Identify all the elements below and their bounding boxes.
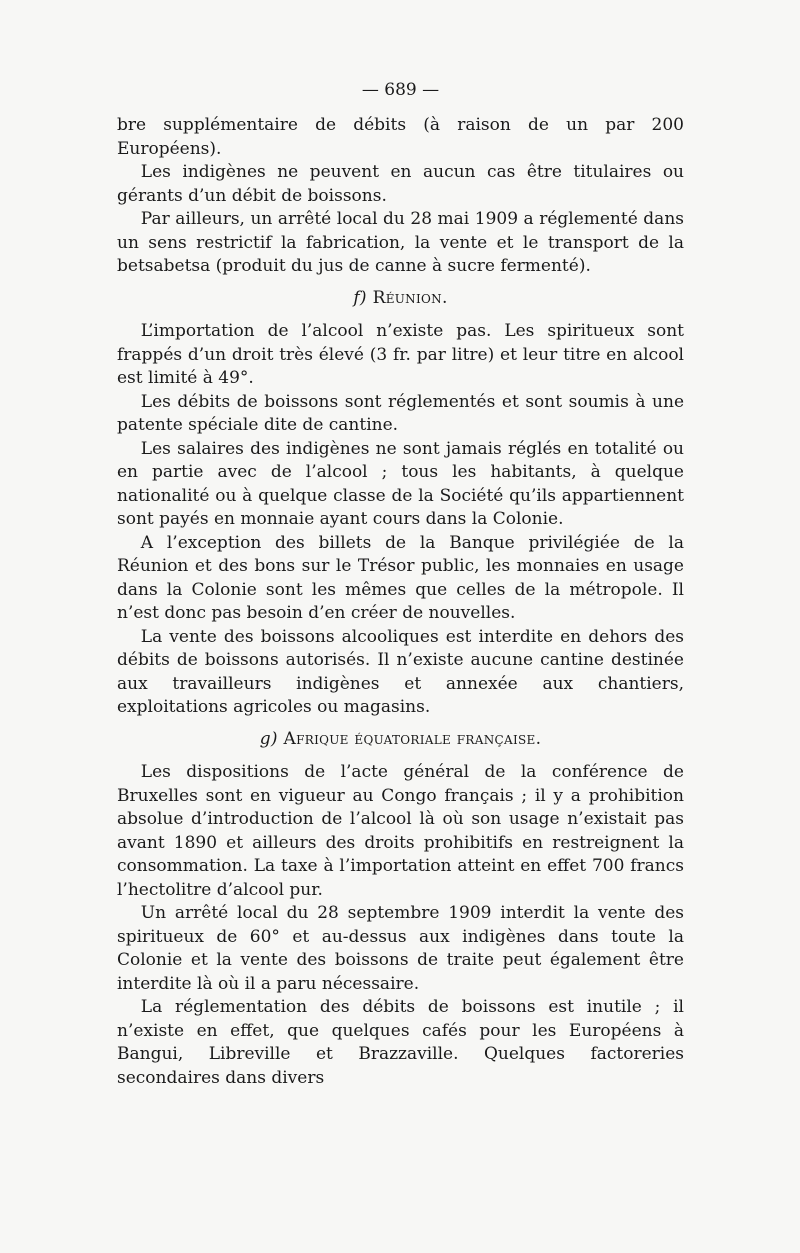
paragraph: Les indigènes ne peuvent en aucun cas être titulaires ou gérants d’un débit de boissons. xyxy=(117,162,684,206)
paragraph: Les salaires des indigènes ne sont jamais réglés en totalité ou en partie avec de l’alcool ; tous les habitants, à quelque nationalité ou à quelque classe de la Société qu’ils appartiennent sont payés en monnaie ayant cours dans la Colonie. xyxy=(117,438,684,529)
section-heading xyxy=(117,728,684,752)
section-letter: g) xyxy=(259,728,278,749)
paragraph: Les dispositions de l’acte général de la conférence de Bruxelles sont en vigueur au Congo français ; il y a prohibition absolue d’introduction de l’alcool là où son usage n’existait pas avant 1890 et ailleurs des droits prohibitifs en restreignent la consommation. La taxe à l’importation atteint en effet 700 francs l’hectolitre d’alcool pur. xyxy=(117,762,684,900)
paragraph: Par ailleurs, un arrêté local du 28 mai 1909 a réglementé dans un sens restrictif la fabrication, la vente et le transport de la betsabetsa (produit du jus de canne à sucre fermenté). xyxy=(117,209,684,276)
page-number: — 689 — xyxy=(361,80,440,100)
paragraph: La réglementation des débits de boissons est inutile ; il n’existe en effet, que quelques cafés pour les Européens à Bangui, Libreville et Brazzaville. Quelques factoreries secondaires dans divers xyxy=(117,997,684,1088)
paragraph: La vente des boissons alcooliques est interdite en dehors des débits de boissons autorisés. Il n’existe aucune cantine destinée aux travailleurs indigènes et annexée aux chantiers, exploitations agricoles ou magasins. xyxy=(117,626,684,717)
section-title: Réunion. xyxy=(372,287,448,308)
body-text xyxy=(117,114,684,1090)
section-heading xyxy=(117,287,684,311)
paragraph: A l’exception des billets de la Banque privilégiée de la Réunion et des bons sur le Trésor public, les monnaies en usage dans la Colonie sont les mêmes que celles de la métropole. Il n’est donc pas besoin d’en créer de nouvelles. xyxy=(117,532,684,623)
paragraph: Les débits de boissons sont réglementés et sont soumis à une patente spéciale dite de cantine. xyxy=(117,391,684,435)
section-letter: f) xyxy=(353,287,367,308)
paragraph: bre supplémentaire de débits (à raison de un par 200 Européens). xyxy=(117,115,684,159)
text-block xyxy=(117,78,684,1090)
paragraph: L’importation de l’alcool n’existe pas. Les spiritueux sont frappés d’un droit très élevé (3 fr. par litre) et leur titre en alcool est limité à 49°. xyxy=(117,321,684,388)
section-title: Afrique équatoriale française. xyxy=(283,728,542,749)
paragraph: Un arrêté local du 28 septembre 1909 interdit la vente des spiritueux de 60° et au-dessus aux indigènes dans toute la Colonie et la vente des boissons de traite peut également être interdite là où il a paru nécessaire. xyxy=(117,903,684,994)
